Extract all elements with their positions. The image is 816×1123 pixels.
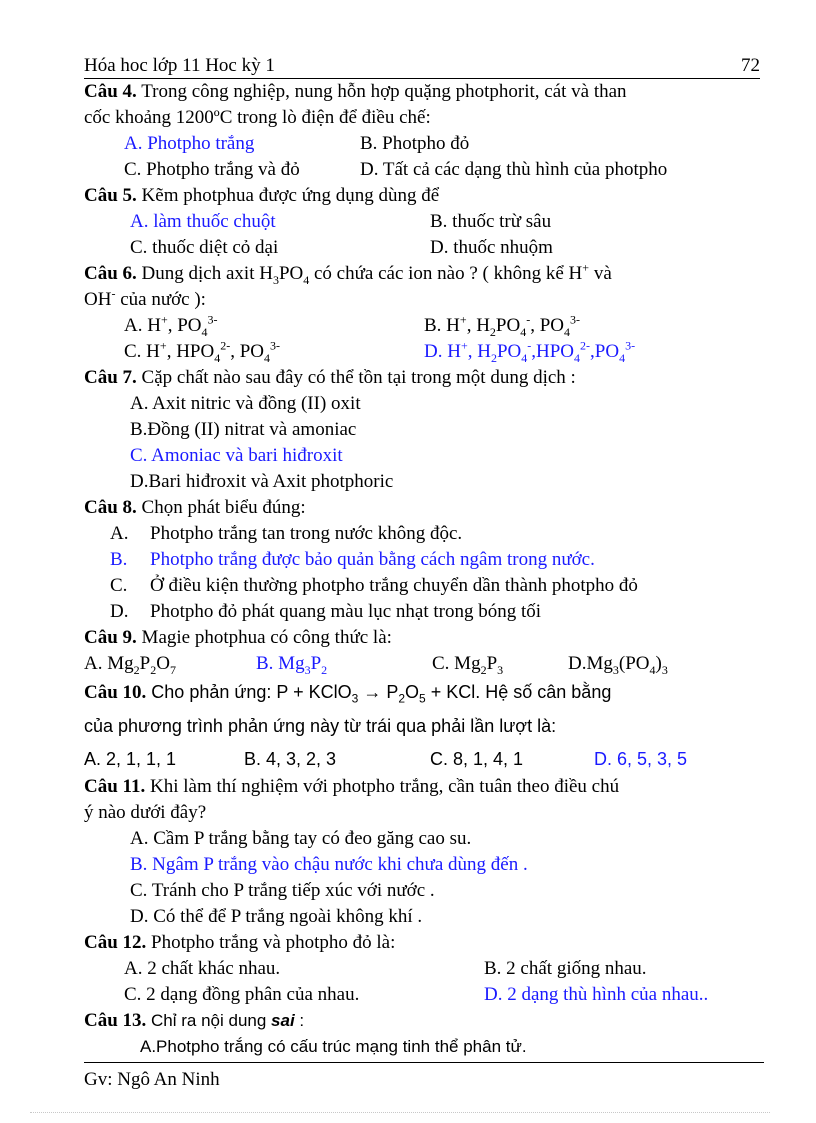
question-label: Câu 12.: [84, 932, 147, 953]
dotted-divider: [30, 1112, 770, 1113]
option-d: D. thuốc nhuộm: [430, 237, 553, 258]
option-b-label: B.: [110, 549, 128, 570]
option-d: Photpho đỏ phát quang màu lục nhạt trong bóng tối: [150, 601, 542, 622]
question-10: [84, 677, 760, 774]
option-a: A. làm thuốc chuột: [130, 211, 276, 232]
option-b: B.Đồng (II) nitrat và amoniac: [130, 419, 357, 440]
option-a: A. Cầm P trắng bằng tay có đeo găng cao su.: [130, 828, 472, 849]
option-c: C. thuốc diệt cỏ dại: [130, 237, 279, 258]
option-c: C. H+, $HPO_4^{2-}$, $PO_4^{3-}$: [124, 338, 280, 365]
question-label: Câu 4.: [84, 81, 137, 102]
option-a-label: A.: [110, 523, 129, 544]
option-d-label: D.: [110, 601, 129, 622]
header-title: Hóa hoc lớp 11 Hoc kỳ 1: [84, 55, 275, 76]
question-text: Chọn phát biểu đúng:: [136, 497, 306, 518]
option-b: B. 4, 3, 2, 3: [244, 749, 337, 769]
question-11: [84, 774, 760, 930]
author: Gv: Ngô An Ninh: [84, 1069, 220, 1090]
option-d: $D.Mg_3(PO_4)_3$: [568, 653, 668, 677]
question-9: [84, 625, 760, 677]
option-d: D. Tất cả các dạng thù hình của photpho: [360, 159, 668, 180]
page-footer: [84, 1062, 764, 1091]
question-7: [84, 365, 760, 495]
question-label: Câu 5.: [84, 185, 137, 206]
question-text: Magie photphua có công thức là:: [136, 627, 392, 648]
question-label: Câu 13.: [84, 1010, 147, 1031]
question-text: Khi làm thí nghiệm với photpho trắng, cần tuân theo điều chú: [145, 776, 620, 797]
option-c: C. Tránh cho P trắng tiếp xúc với nước .: [130, 880, 435, 901]
question-6: Câu 6. Dung dịch axit $H_3PO_4$ có chứa các ion nào ? ( không kể H+ và OH- của nước ): A. H+, $PO_4^{3-}$ B. H+, $H_2PO_4^-$, $PO_4^{3-}$ C. H+, $HPO_4^{2-}$, $PO_4^{3-}$ D. H+, $H_2PO_4^-,HPO_4^{2-},PO_4^{3-}$: [84, 260, 636, 365]
option-c-label: C.: [110, 575, 128, 596]
option-d: D. 2 dạng thù hình của nhau..: [484, 984, 709, 1005]
question-4: [84, 79, 760, 183]
option-c: C. Photpho trắng và đỏ: [124, 159, 300, 180]
question-5: [84, 183, 760, 261]
option-a: A.Photpho trắng có cấu trúc mạng tinh thể phân tử.: [140, 1037, 527, 1056]
option-c: C. 8, 1, 4, 1: [430, 749, 524, 769]
option-d: D. H+, $H_2PO_4^-,HPO_4^{2-},PO_4^{3-}$: [424, 338, 636, 365]
option-c: C. Amoniac và bari hiđroxit: [130, 445, 343, 466]
question-text: Photpho trắng và photpho đỏ là:: [146, 932, 396, 953]
question-label: Câu 8.: [84, 497, 137, 518]
option-a: A. H+, $PO_4^{3-}$: [124, 312, 218, 339]
option-a: A. 2, 1, 1, 1: [84, 749, 177, 769]
option-b: B. thuốc trừ sâu: [430, 211, 552, 232]
option-a: A. Photpho trắng: [124, 133, 255, 154]
option-b: B. Photpho đỏ: [360, 133, 470, 154]
question-label: Câu 11.: [84, 776, 146, 797]
question-label: Câu 7.: [84, 367, 137, 388]
option-b: B. $Mg_3P_2$: [256, 653, 328, 677]
worksheet-page: [84, 52, 760, 1060]
page-number: 72: [741, 55, 760, 76]
option-b: B. H+, $H_2PO_4^-$, $PO_4^{3-}$: [424, 312, 581, 339]
question-text: của phương trình phản ứng này từ trái qua phải lần lượt là:: [84, 716, 557, 736]
question-text: Kẽm photphua được ứng dụng dùng để: [136, 185, 440, 206]
question-label: Câu 6.: [84, 263, 137, 284]
question-label: Câu 9.: [84, 627, 137, 648]
option-a: A. 2 chất khác nhau.: [124, 958, 281, 979]
option-b: Photpho trắng được bảo quản bằng cách ngâm trong nước.: [150, 549, 595, 570]
option-d: D. 6, 5, 3, 5: [594, 749, 688, 769]
question-text: Cho phản ứng: P + KClO$_3$ → $P_2O_5$ + KCl. Hệ số cân bằng: [146, 682, 612, 706]
option-c: Ở điều kiện thường photpho trắng chuyển dần thành photpho đỏ: [150, 575, 638, 596]
question-13: [84, 1008, 760, 1060]
question-text: Chỉ ra nội dung sai :: [146, 1011, 305, 1030]
option-b: B. Ngâm P trắng vào chậu nước khi chưa dùng đến .: [130, 854, 528, 875]
question-text: ý nào dưới đây?: [84, 802, 207, 823]
option-a: Photpho trắng tan trong nước không độc.: [150, 523, 463, 544]
question-text: Trong công nghiệp, nung hỗn hợp quặng photphorit, cát và than: [136, 81, 627, 102]
question-text: Cặp chất nào sau đây có thể tồn tại trong một dung dịch :: [136, 367, 576, 388]
option-c: C. 2 dạng đồng phân của nhau.: [124, 984, 360, 1005]
page-header: [84, 52, 760, 79]
option-d: D. Có thể để P trắng ngoài không khí .: [130, 906, 423, 927]
option-d: D.Bari hiđroxit và Axit photphoric: [130, 471, 394, 492]
option-c: C. $Mg_2P_3$: [432, 653, 504, 677]
question-8: [84, 495, 760, 625]
question-label: Câu 10.: [84, 682, 147, 703]
option-a: A. Axit nitric và đồng (II) oxit: [130, 393, 361, 414]
question-12: [84, 930, 760, 1008]
option-a: A. $Mg_2P_2O_7$: [84, 653, 176, 677]
option-b: B. 2 chất giống nhau.: [484, 958, 647, 979]
question-text: cốc khoảng 1200ºC trong lò điện để điều chế:: [84, 107, 431, 128]
